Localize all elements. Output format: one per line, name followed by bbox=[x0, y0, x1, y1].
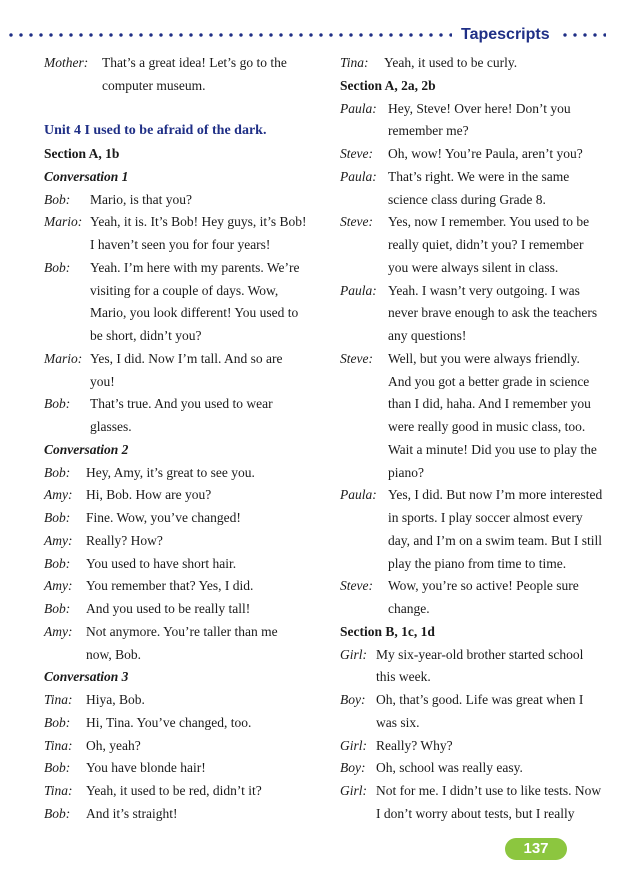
dialog-line: remember me? bbox=[388, 123, 469, 139]
dialog-line: My six-year-old brother started school bbox=[376, 646, 584, 662]
dialog-turn bbox=[44, 189, 320, 212]
dialog-line: play the piano from time to time. bbox=[388, 555, 567, 571]
speaker-label: Paula: bbox=[340, 282, 377, 298]
dialog-turn bbox=[44, 553, 320, 576]
header-dots-left bbox=[6, 33, 452, 37]
page-header bbox=[0, 24, 640, 46]
dialog-turn bbox=[44, 689, 320, 712]
dialog-turn bbox=[44, 484, 320, 507]
dialog-line: computer museum. bbox=[102, 77, 206, 93]
dialog-line: You used to have short hair. bbox=[86, 555, 237, 571]
speaker-label: Paula: bbox=[340, 487, 377, 503]
dialog-turn bbox=[44, 348, 320, 394]
dialog-turn bbox=[340, 166, 614, 212]
dialog-turn bbox=[44, 507, 320, 530]
dialog-line: change. bbox=[388, 601, 430, 616]
dialog-line: Yeah. I’m here with my parents. We’re bbox=[90, 259, 300, 275]
dialog-line: never brave enough to ask the teachers bbox=[388, 305, 598, 321]
dialog-line: Oh, that’s good. Life was great when I bbox=[376, 692, 584, 707]
speaker-label: Girl: bbox=[340, 646, 367, 662]
dialog-turn bbox=[340, 575, 614, 621]
dialog-line: Really? Why? bbox=[376, 737, 453, 753]
dialog-line: Yes, I did. Now I’m tall. And so are bbox=[90, 350, 283, 366]
dialog-turn bbox=[44, 530, 320, 553]
dialog-line: Hey, Steve! Over here! Don’t you bbox=[388, 100, 571, 116]
header-title: Tapescripts bbox=[461, 26, 550, 43]
section-heading: Section A, 2a, 2b bbox=[340, 77, 436, 93]
section-heading: Section B, 1c, 1d bbox=[340, 623, 435, 639]
dialog-turn bbox=[44, 211, 320, 257]
speaker-label bbox=[340, 234, 388, 257]
dialog-turn bbox=[44, 598, 320, 621]
speaker-label: Girl: bbox=[340, 737, 367, 753]
speaker-label: Bob: bbox=[44, 464, 71, 480]
dialog-line: than I did, haha. And I remember you bbox=[388, 396, 591, 412]
speaker-label: Bob: bbox=[44, 714, 71, 730]
conversation-heading: Conversation 3 bbox=[44, 669, 129, 685]
speaker-label bbox=[340, 439, 388, 462]
speaker-label: Boy: bbox=[340, 692, 366, 707]
dialog-line: were really good in music class, too. bbox=[388, 419, 586, 434]
dialog-line: any questions! bbox=[388, 328, 467, 343]
dialog-turn bbox=[44, 735, 320, 758]
dialog-turn bbox=[340, 735, 614, 758]
dialog-turn bbox=[44, 780, 320, 803]
speaker-label: Mario: bbox=[44, 214, 83, 230]
speaker-label: Amy: bbox=[44, 578, 73, 594]
dialog-line: this week. bbox=[376, 669, 431, 685]
dialog-line: Well, but you were always friendly. bbox=[388, 350, 580, 366]
speaker-label: Boy: bbox=[340, 760, 366, 776]
speaker-label: Steve: bbox=[340, 146, 373, 161]
right-column bbox=[340, 52, 614, 826]
speaker-label: Bob: bbox=[44, 396, 71, 412]
dialog-line: you were always silent in class. bbox=[388, 259, 559, 275]
speaker-label bbox=[340, 257, 388, 280]
dialog-line: That’s true. And you used to wear bbox=[90, 396, 273, 412]
dialog-line: day, and I’m on a swim team. But I still bbox=[388, 532, 602, 548]
speaker-label bbox=[340, 120, 388, 143]
speaker-label bbox=[44, 75, 102, 98]
speaker-label: Amy: bbox=[44, 487, 73, 503]
speaker-label: Amy: bbox=[44, 532, 73, 548]
speaker-label bbox=[340, 666, 376, 689]
speaker-label bbox=[44, 416, 90, 439]
dialog-turn bbox=[340, 484, 614, 575]
dialog-line: Fine. Wow, you’ve changed! bbox=[86, 510, 241, 525]
dialog-turn bbox=[340, 780, 614, 826]
speaker-label bbox=[44, 371, 90, 394]
speaker-label: Tina: bbox=[44, 737, 73, 753]
dialog-line: Hi, Bob. How are you? bbox=[86, 487, 212, 503]
speaker-label: Steve: bbox=[340, 350, 373, 366]
dialog-line: Oh, wow! You’re Paula, aren’t you? bbox=[388, 146, 583, 161]
speaker-label bbox=[44, 234, 90, 257]
header-dots-right bbox=[560, 33, 606, 37]
dialog-line: Oh, yeah? bbox=[86, 737, 141, 753]
conversation-heading: Conversation 2 bbox=[44, 441, 129, 457]
dialog-line: And you used to be really tall! bbox=[86, 601, 251, 616]
dialog-turn bbox=[340, 211, 614, 279]
speaker-label bbox=[44, 644, 86, 667]
dialog-line: Yes, I did. But now I’m more interested bbox=[388, 487, 603, 503]
speaker-label bbox=[340, 507, 388, 530]
dialog-turn bbox=[44, 257, 320, 348]
speaker-label bbox=[340, 462, 388, 485]
dialog-line: Really? How? bbox=[86, 532, 163, 548]
dialog-line: science class during Grade 8. bbox=[388, 191, 546, 207]
speaker-label: Tina: bbox=[44, 783, 73, 798]
dialog-line: Mario, is that you? bbox=[90, 191, 192, 207]
dialog-line: Mario, you look different! You used to bbox=[90, 305, 299, 321]
speaker-label bbox=[44, 302, 90, 325]
speaker-label: Bob: bbox=[44, 259, 71, 275]
dialog-line: Hey, Amy, it’s great to see you. bbox=[86, 464, 255, 480]
dialog-turn bbox=[340, 98, 614, 144]
speaker-label: Amy: bbox=[44, 623, 73, 639]
dialog-line: Yeah, it used to be red, didn’t it? bbox=[86, 783, 262, 798]
dialog-line: Hiya, Bob. bbox=[86, 692, 145, 707]
speaker-label: Bob: bbox=[44, 510, 71, 525]
speaker-label bbox=[340, 189, 388, 212]
speaker-label bbox=[340, 325, 388, 348]
dialog-turn bbox=[44, 575, 320, 598]
speaker-label: Paula: bbox=[340, 168, 377, 184]
dialog-line: And it’s straight! bbox=[86, 805, 178, 821]
dialog-line: now, Bob. bbox=[86, 646, 142, 662]
conversation-heading: Conversation 1 bbox=[44, 168, 129, 184]
dialog-line: That’s right. We were in the same bbox=[388, 168, 570, 184]
dialog-line: Yeah, it is. It’s Bob! Hey guys, it’s Bob! bbox=[90, 214, 307, 230]
dialog-turn bbox=[44, 393, 320, 439]
speaker-label: Bob: bbox=[44, 191, 71, 207]
dialog-line: You remember that? Yes, I did. bbox=[86, 578, 254, 594]
speaker-label bbox=[340, 530, 388, 553]
speaker-label bbox=[340, 553, 388, 576]
dialog-line: really quiet, didn’t you? I remember bbox=[388, 237, 584, 252]
dialog-turn bbox=[44, 712, 320, 735]
speaker-label: Steve: bbox=[340, 214, 373, 230]
page-number-badge: 137 bbox=[505, 838, 567, 860]
speaker-label bbox=[340, 712, 376, 735]
speaker-label bbox=[340, 416, 388, 439]
speaker-label: Paula: bbox=[340, 100, 377, 116]
dialog-line: Yes, now I remember. You used to be bbox=[388, 214, 590, 230]
speaker-label: Bob: bbox=[44, 555, 71, 571]
dialog-turn bbox=[340, 689, 614, 735]
dialog-turn bbox=[340, 143, 614, 166]
speaker-label bbox=[44, 325, 90, 348]
dialog-line: And you got a better grade in science bbox=[388, 373, 590, 389]
speaker-label bbox=[340, 598, 388, 621]
dialog-turn bbox=[340, 644, 614, 690]
dialog-line: Yeah. I wasn’t very outgoing. I was bbox=[388, 282, 580, 298]
speaker-label: Bob: bbox=[44, 805, 71, 821]
dialog-line: Hi, Tina. You’ve changed, too. bbox=[86, 714, 252, 730]
left-column bbox=[44, 52, 320, 826]
speaker-label: Mario: bbox=[44, 350, 83, 366]
speaker-label bbox=[340, 393, 388, 416]
speaker-label bbox=[340, 302, 388, 325]
speaker-label bbox=[340, 803, 376, 826]
dialog-line: I haven’t seen you for four years! bbox=[90, 237, 271, 252]
speaker-label: Bob: bbox=[44, 601, 71, 616]
speaker-label: Girl: bbox=[340, 783, 367, 798]
speaker-label: Bob: bbox=[44, 760, 71, 776]
unit-heading: Unit 4 I used to be afraid of the dark. bbox=[44, 123, 267, 139]
speaker-label bbox=[340, 371, 388, 394]
section-heading: Section A, 1b bbox=[44, 146, 120, 161]
dialog-turn bbox=[44, 462, 320, 485]
dialog-line: That’s a great idea! Let’s go to the bbox=[102, 55, 287, 70]
dialog-line: visiting for a couple of days. Wow, bbox=[90, 282, 279, 298]
dialog-turn bbox=[340, 348, 614, 485]
dialog-turn bbox=[44, 757, 320, 780]
dialog-turn bbox=[44, 52, 320, 98]
dialog-line: Not anymore. You’re taller than me bbox=[86, 623, 278, 639]
speaker-label: Mother: bbox=[44, 55, 89, 70]
dialog-line: Not for me. I didn’t use to like tests. Now bbox=[376, 783, 602, 798]
dialog-turn bbox=[340, 52, 614, 75]
dialog-turn bbox=[340, 280, 614, 348]
speaker-label: Steve: bbox=[340, 578, 373, 594]
dialog-line: be short, didn’t you? bbox=[90, 328, 202, 343]
speaker-label: Tina: bbox=[44, 692, 73, 707]
dialog-turn bbox=[340, 757, 614, 780]
dialog-line: Wait a minute! Did you use to play the bbox=[388, 441, 597, 457]
dialog-line: Wow, you’re so active! People sure bbox=[388, 578, 579, 594]
speaker-label: Tina: bbox=[340, 55, 369, 70]
dialog-line: was six. bbox=[376, 714, 420, 730]
dialog-line: in sports. I play soccer almost every bbox=[388, 510, 583, 525]
dialog-line: Yeah, it used to be curly. bbox=[384, 55, 518, 70]
dialog-line: you! bbox=[90, 373, 115, 389]
speaker-label bbox=[44, 280, 90, 303]
dialog-line: Oh, school was really easy. bbox=[376, 760, 523, 776]
dialog-line: piano? bbox=[388, 464, 424, 480]
dialog-turn bbox=[44, 803, 320, 826]
dialog-line: I don’t worry about tests, but I really bbox=[376, 805, 575, 821]
dialog-line: You have blonde hair! bbox=[86, 760, 206, 776]
dialog-line: glasses. bbox=[90, 419, 132, 434]
dialog-turn bbox=[44, 621, 320, 667]
